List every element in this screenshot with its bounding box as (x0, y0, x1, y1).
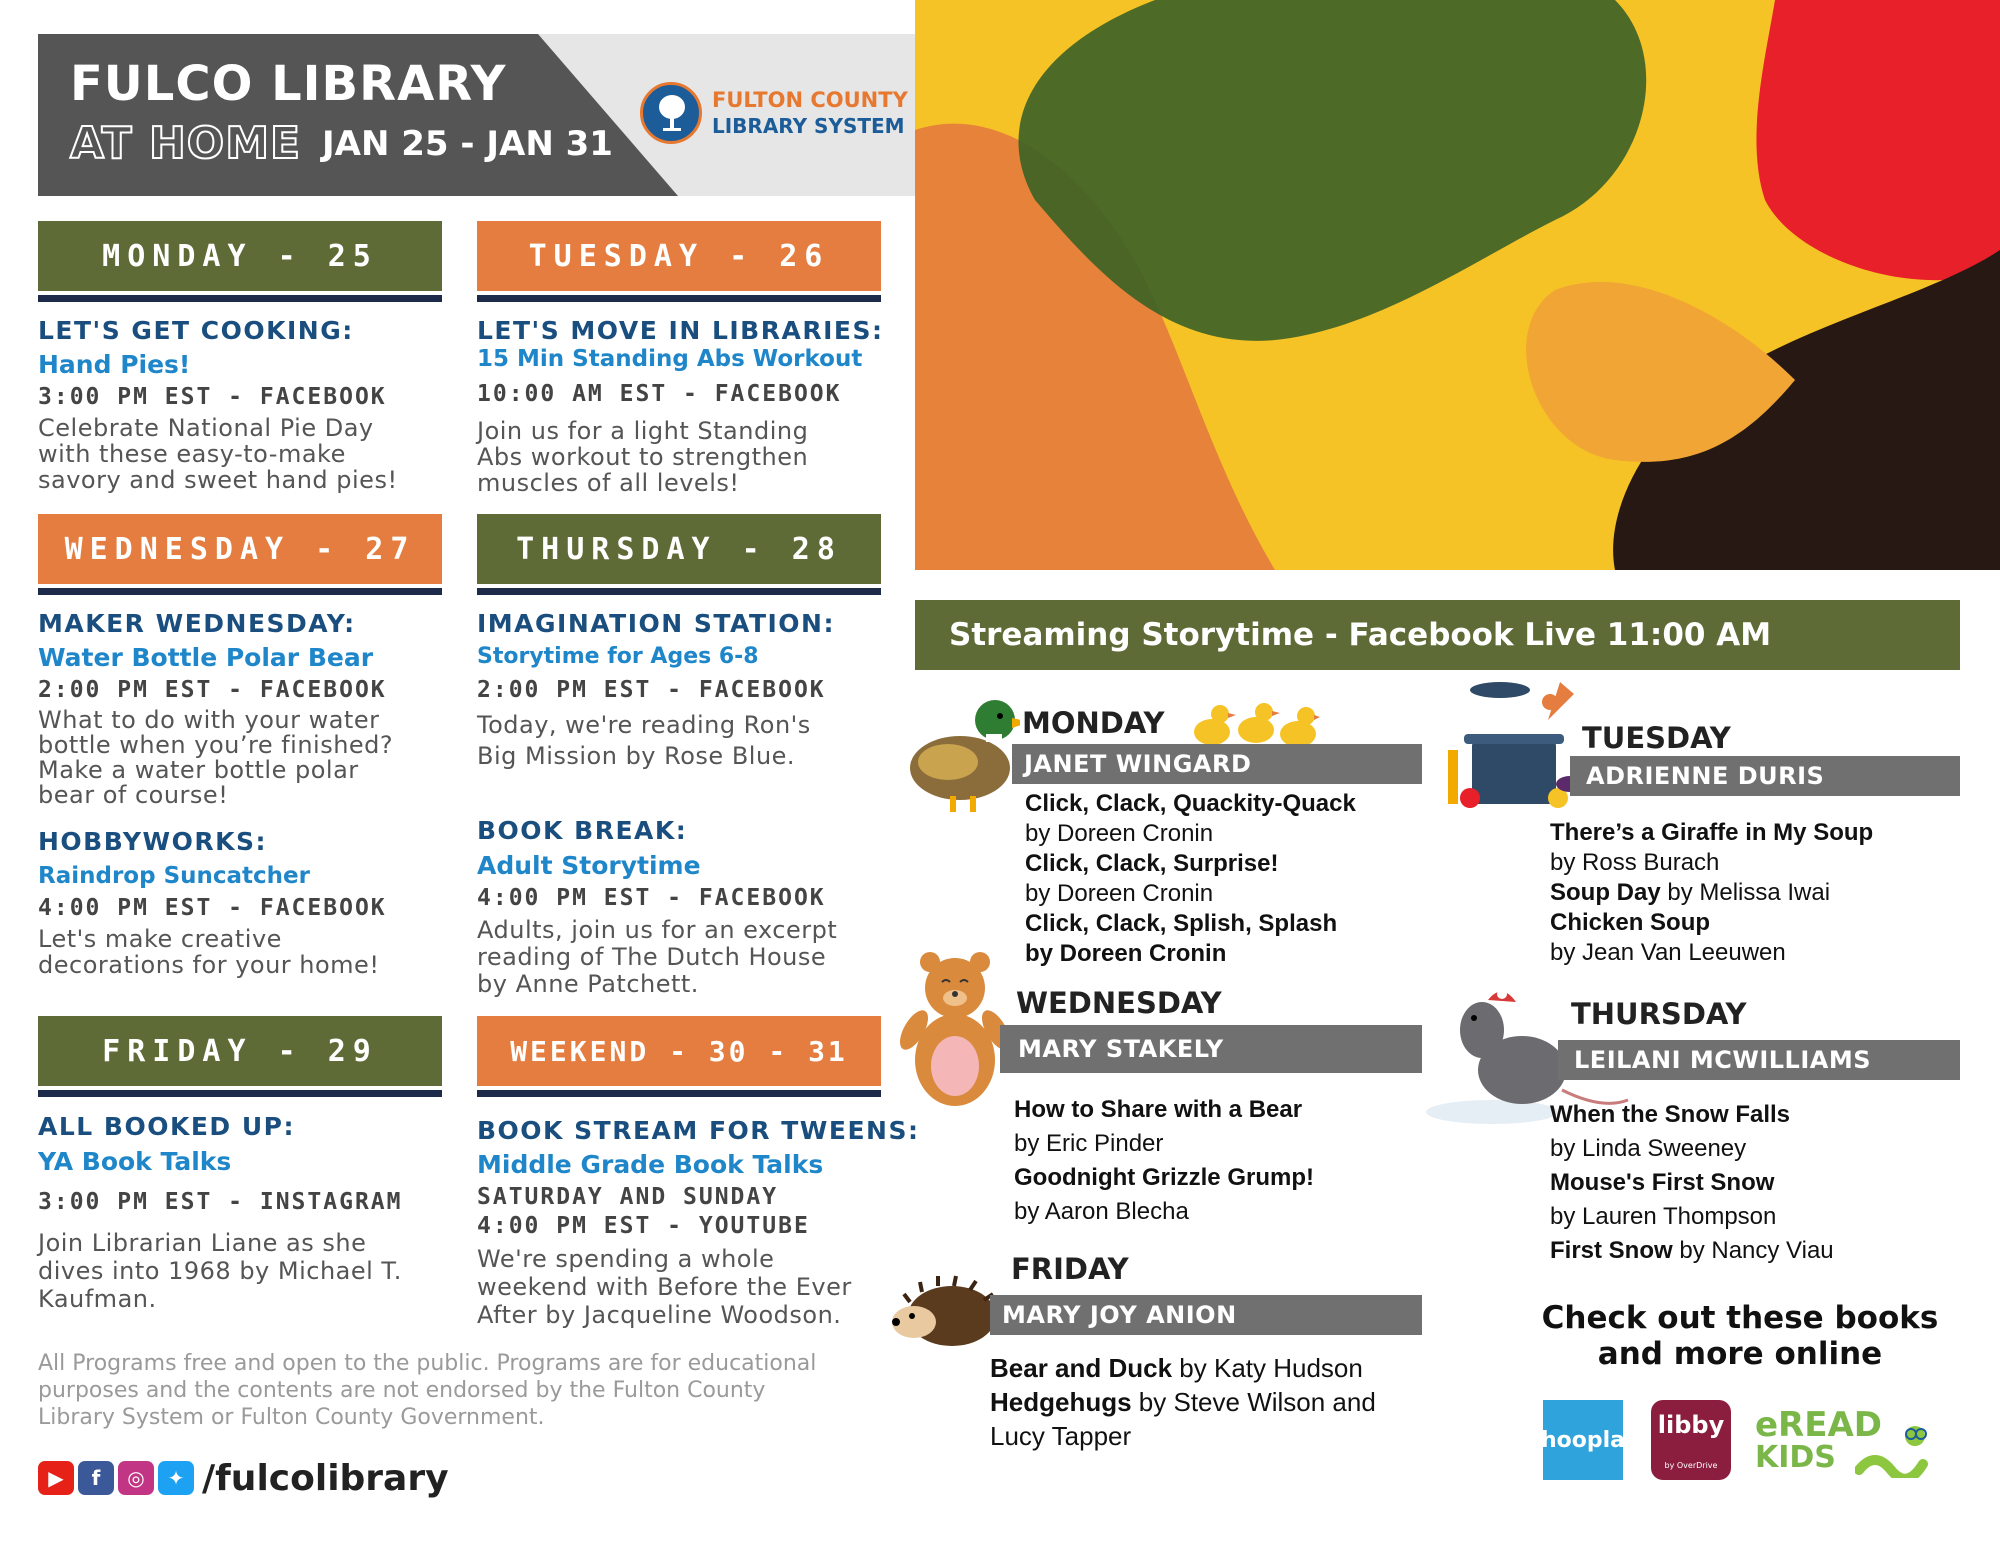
date-range: JAN 25 - JAN 31 (322, 124, 613, 164)
event-category: MAKER WEDNESDAY: (38, 609, 356, 638)
event-time: 2:00 PM EST - FACEBOOK (477, 677, 826, 703)
book-title: Hedgehugs (990, 1387, 1132, 1417)
book-author: by Doreen Cronin (1025, 880, 1214, 907)
event-category: LET'S MOVE IN LIBRARIES: (477, 316, 884, 345)
divider (477, 1090, 881, 1097)
event-description: What to do with your water bottle when you’re finished? Make a water bottle polar bear of course! (38, 706, 394, 809)
social-links (38, 1458, 449, 1498)
storytime-booklist (1550, 818, 1873, 968)
eread-label: eREAD (1755, 1405, 1883, 1445)
storytime-day: THURSDAY (1571, 997, 1747, 1031)
storytime-booklist (1014, 1093, 1314, 1229)
libby-app-icon[interactable] (1651, 1400, 1731, 1480)
book-title: Click, Clack, Quackity-Quack (1025, 790, 1356, 817)
book-author: by Doreen Cronin (1025, 820, 1214, 847)
event-category: ALL BOOKED UP: (38, 1112, 295, 1141)
event-title[interactable]: Raindrop Suncatcher (38, 863, 310, 889)
event-category: BOOK BREAK: (477, 816, 688, 845)
book-author: by Jean Van Leeuwen (1550, 939, 1786, 966)
social-handle[interactable]: /fulcolibrary (202, 1457, 449, 1499)
storytime-day: FRIDAY (1011, 1252, 1129, 1286)
day-header-weekend: WEEKEND - 30 - 31 (477, 1016, 881, 1086)
event-title[interactable]: Storytime for Ages 6-8 (477, 644, 759, 669)
event-description: Celebrate National Pie Day with these easy-to-make savory and sweet hand pies! (38, 414, 398, 494)
storytime-reader: MARY STAKELY (1000, 1025, 1422, 1073)
duck-illustration (900, 688, 1020, 818)
book-title: Bear and Duck (990, 1353, 1173, 1383)
eread-kids-logo[interactable] (1755, 1405, 1930, 1478)
event-time: 4:00 PM EST - FACEBOOK (38, 895, 387, 921)
day-header-monday: MONDAY - 25 (38, 221, 442, 291)
hedgehog-illustration (888, 1272, 1000, 1352)
facebook-icon[interactable]: f (78, 1461, 114, 1495)
kids-label: KIDS (1755, 1440, 1836, 1475)
event-time: 4:00 PM EST - YOUTUBE (477, 1213, 810, 1239)
book-author: by Melissa Iwai (1660, 879, 1831, 906)
libby-sublabel: by OverDrive (1664, 1460, 1718, 1470)
divider (38, 1090, 442, 1097)
event-time: 3:00 PM EST - INSTAGRAM (38, 1189, 403, 1215)
book-author: by Doreen Cronin (1025, 940, 1227, 967)
libby-label: libby (1657, 1410, 1725, 1439)
day-header-wednesday: WEDNESDAY - 27 (38, 514, 442, 584)
storytime-reader: ADRIENNE DURIS (1570, 756, 1960, 796)
hoopla-label: hoopla (1540, 1427, 1626, 1453)
event-title[interactable]: YA Book Talks (38, 1147, 232, 1176)
book-author: by Eric Pinder (1014, 1130, 1164, 1157)
page-subtitle: AT HOME (70, 118, 302, 169)
hoopla-app-icon[interactable] (1540, 1400, 1626, 1480)
event-category: BOOK STREAM FOR TWEENS: (477, 1116, 920, 1145)
event-description: We're spending a whole weekend with Before the Ever After by Jacqueline Woodson. (477, 1245, 852, 1329)
event-time: 4:00 PM EST - FACEBOOK (477, 885, 826, 911)
book-author: by Aaron Blecha (1014, 1198, 1189, 1225)
book-title: First Snow (1550, 1237, 1673, 1264)
youtube-icon[interactable]: ▶ (38, 1461, 74, 1495)
event-time: 3:00 PM EST - FACEBOOK (38, 384, 387, 410)
event-time: SATURDAY AND SUNDAY (477, 1184, 779, 1210)
book-title: Mouse's First Snow (1550, 1169, 1775, 1196)
book-author: Lucy Tapper (990, 1421, 1132, 1451)
event-title[interactable]: Adult Storytime (477, 851, 701, 880)
disclaimer: All Programs free and open to the public. Programs are for educational purposes and the contents are not endorsed by the Fulton County Library System or Fulton County Government. (38, 1351, 817, 1430)
book-title: Soup Day (1550, 879, 1661, 906)
storytime-booklist (1025, 789, 1356, 969)
storytime-booklist (990, 1351, 1376, 1453)
library-logo (640, 82, 908, 152)
twitter-icon[interactable]: ✦ (158, 1461, 194, 1495)
book-author: by Lauren Thompson (1550, 1203, 1777, 1230)
storytime-day: MONDAY (1022, 706, 1165, 740)
event-description: Let's make creative decorations for your home! (38, 925, 380, 979)
storytime-day: WEDNESDAY (1016, 986, 1222, 1020)
event-description: Join Librarian Liane as she dives into 1968 by Michael T. Kaufman. (38, 1229, 402, 1313)
check-out-heading: Check out these books and more online (1541, 1300, 1939, 1372)
book-title: There’s a Giraffe in My Soup (1550, 819, 1874, 846)
book-author: by Katy Hudson (1172, 1353, 1363, 1383)
book-title: Chicken Soup (1550, 909, 1711, 936)
book-author: by Nancy Viau (1672, 1237, 1834, 1264)
logo-text-county: FULTON COUNTY (712, 88, 908, 112)
book-author: by Ross Burach (1550, 849, 1720, 876)
storytime-heading: Streaming Storytime - Facebook Live 11:00 AM (915, 600, 1960, 670)
instagram-icon[interactable]: ◎ (118, 1461, 154, 1495)
event-time: 2:00 PM EST - FACEBOOK (38, 677, 387, 703)
book-author: by Steve Wilson and (1131, 1387, 1376, 1417)
book-author: by Linda Sweeney (1550, 1135, 1747, 1162)
storytime-reader: JANET WINGARD (1012, 744, 1422, 784)
event-title[interactable]: 15 Min Standing Abs Workout (477, 346, 863, 372)
day-header-friday: FRIDAY - 29 (38, 1016, 442, 1086)
event-description: Adults, join us for an excerpt reading of The Dutch House by Anne Patchett. (477, 916, 838, 998)
event-time: 10:00 AM EST - FACEBOOK (477, 381, 842, 407)
storytime-reader: MARY JOY ANION (990, 1295, 1422, 1335)
event-category: HOBBYWORKS: (38, 827, 267, 856)
day-header-thursday: THURSDAY - 28 (477, 514, 881, 584)
tree-logo-icon (640, 82, 702, 144)
abstract-art (915, 0, 2000, 570)
book-title: How to Share with a Bear (1014, 1096, 1303, 1123)
event-category: LET'S GET COOKING: (38, 316, 354, 345)
divider (477, 295, 881, 302)
event-description: Today, we're reading Ron's Big Mission by Rose Blue. (477, 711, 811, 770)
ducklings-illustration (1190, 694, 1320, 749)
book-title: Goodnight Grizzle Grump! (1014, 1164, 1314, 1191)
event-category: IMAGINATION STATION: (477, 609, 835, 638)
book-title: When the Snow Falls (1550, 1101, 1791, 1128)
event-title[interactable]: Water Bottle Polar Bear (38, 643, 374, 672)
divider (38, 295, 442, 302)
event-title[interactable]: Middle Grade Book Talks (477, 1150, 824, 1179)
divider (477, 588, 881, 595)
event-description: Join us for a light Standing Abs workout to strengthen muscles of all levels! (477, 417, 809, 497)
soup-pot-illustration (1440, 672, 1585, 817)
divider (38, 588, 442, 595)
book-title: Click, Clack, Splish, Splash (1025, 910, 1338, 937)
storytime-day: TUESDAY (1582, 721, 1731, 755)
event-title[interactable]: Hand Pies! (38, 350, 191, 379)
storytime-reader: LEILANI MCWILLIAMS (1558, 1040, 1960, 1080)
bear-illustration (900, 948, 1010, 1116)
logo-text-system: LIBRARY SYSTEM (712, 114, 905, 138)
storytime-booklist (1550, 1098, 1834, 1268)
book-title: Click, Clack, Surprise! (1025, 850, 1279, 877)
page-title: FULCO LIBRARY (70, 56, 507, 112)
day-header-tuesday: TUESDAY - 26 (477, 221, 881, 291)
bookworm-icon (1855, 1424, 1929, 1478)
